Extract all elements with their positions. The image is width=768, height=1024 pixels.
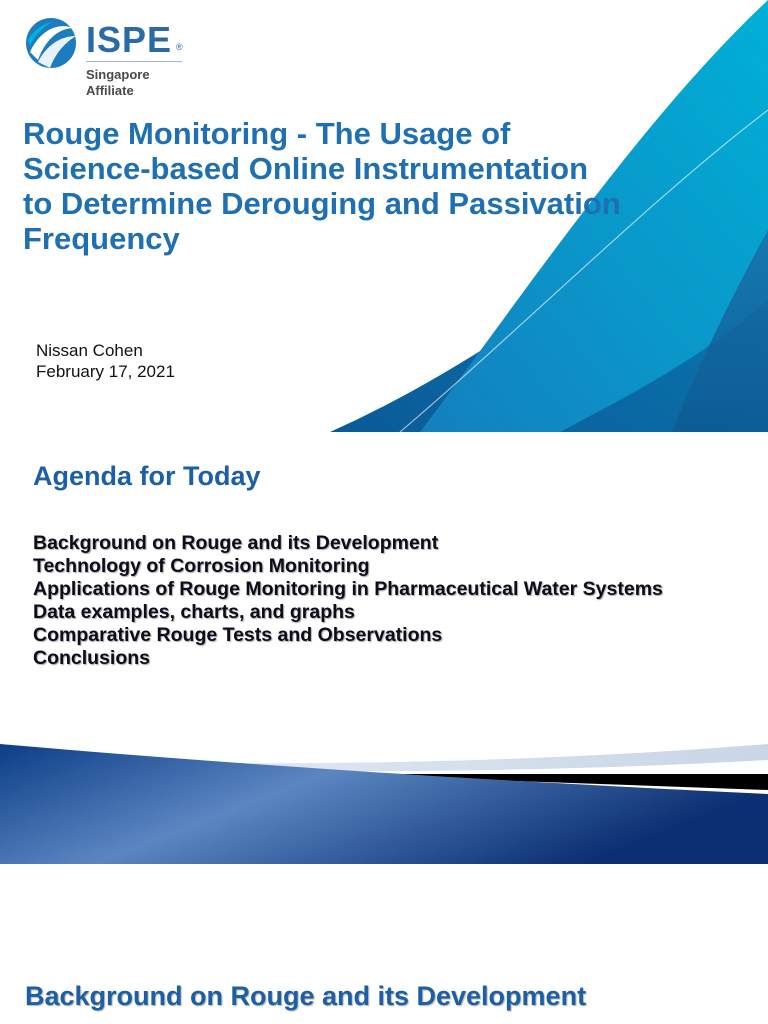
presentation-title: Rouge Monitoring - The Usage of Science-based Online Instrumentation to Determine Derouging and Passivation Frequency	[23, 116, 621, 256]
agenda-item: Conclusions	[33, 647, 151, 669]
logo-subtitle-line1: Singapore	[86, 67, 150, 82]
logo-divider	[86, 61, 182, 62]
agenda-item: Comparative Rouge Tests and Observations	[33, 624, 443, 646]
registered-mark: ®	[176, 42, 183, 52]
logo-affiliate-text	[86, 67, 150, 99]
agenda-title: Agenda for Today	[33, 461, 261, 491]
agenda-slide	[0, 432, 768, 864]
decorative-blue-band	[0, 744, 768, 864]
presenter-block	[36, 340, 175, 382]
title-slide	[0, 0, 768, 432]
agenda-item: Background on Rouge and its Development	[33, 532, 439, 554]
ispe-logo	[24, 14, 204, 100]
agenda-item: Technology of Corrosion Monitoring	[33, 555, 370, 577]
agenda-item: Applications of Rouge Monitoring in Pharmaceutical Water Systems	[33, 578, 663, 600]
presentation-date: February 17, 2021	[36, 362, 175, 381]
agenda-item: Data examples, charts, and graphs	[33, 601, 355, 623]
logo-subtitle-line2: Affiliate	[86, 83, 134, 98]
section-title: Background on Rouge and its Development	[25, 981, 587, 1011]
agenda-list	[33, 532, 663, 670]
presenter-name: Nissan Cohen	[36, 341, 143, 360]
ispe-globe-swoosh-icon	[24, 16, 78, 70]
background-slide	[0, 864, 768, 1024]
logo-wordmark: ISPE	[86, 19, 173, 60]
